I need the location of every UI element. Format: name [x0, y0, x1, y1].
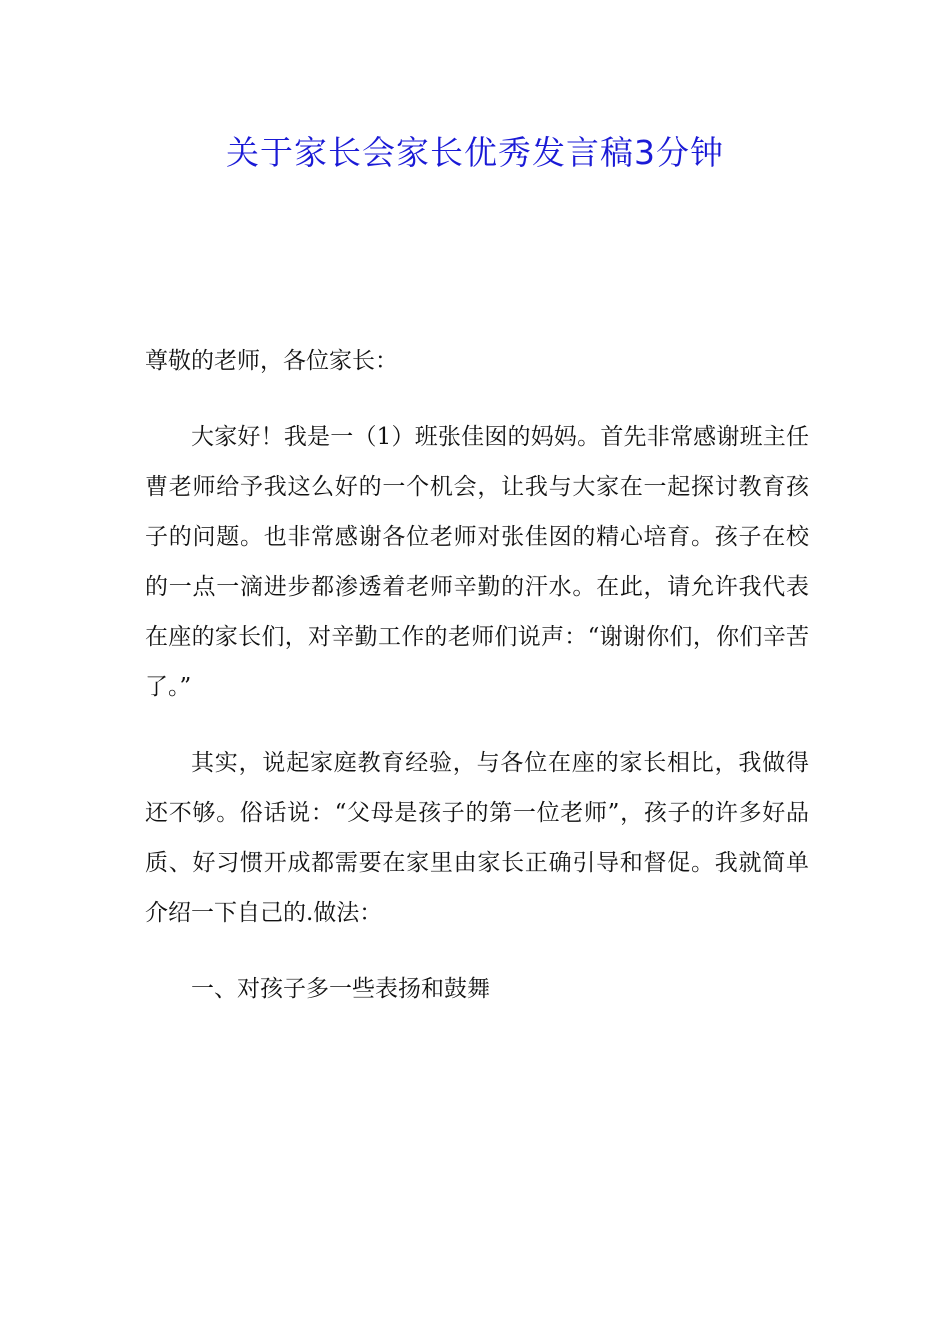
document-body — [145, 336, 809, 1040]
document-title: 关于家长会家长优秀发言稿3分钟 — [226, 133, 724, 172]
experience-paragraph: 其实，说起家庭教育经验，与各位在座的家长相比，我做得还不够。俗话说：“父母是孩子的第一位老师”，孩子的许多好品质、好习惯开成都需要在家里由家长正确引导和督促。我就简单介绍一下自己的.做法： — [145, 750, 809, 926]
section-heading-paragraph: 一、对孩子多一些表扬和鼓舞 — [191, 976, 490, 1002]
salutation-paragraph: 尊敬的老师，各位家长： — [145, 348, 398, 374]
greeting-paragraph: 大家好！我是一（1）班张佳囡的妈妈。首先非常感谢班主任曹老师给予我这么好的一个机会，让我与大家在一起探讨教育孩子的问题。也非常感谢各位老师对张佳囡的精心培育。孩子在校的一点一滴进步都渗透着老师辛勤的汗水。在此，请允许我代表在座的家长们，对辛勤工作的老师们说声：“谢谢你们，你们辛苦了。” — [145, 424, 809, 700]
